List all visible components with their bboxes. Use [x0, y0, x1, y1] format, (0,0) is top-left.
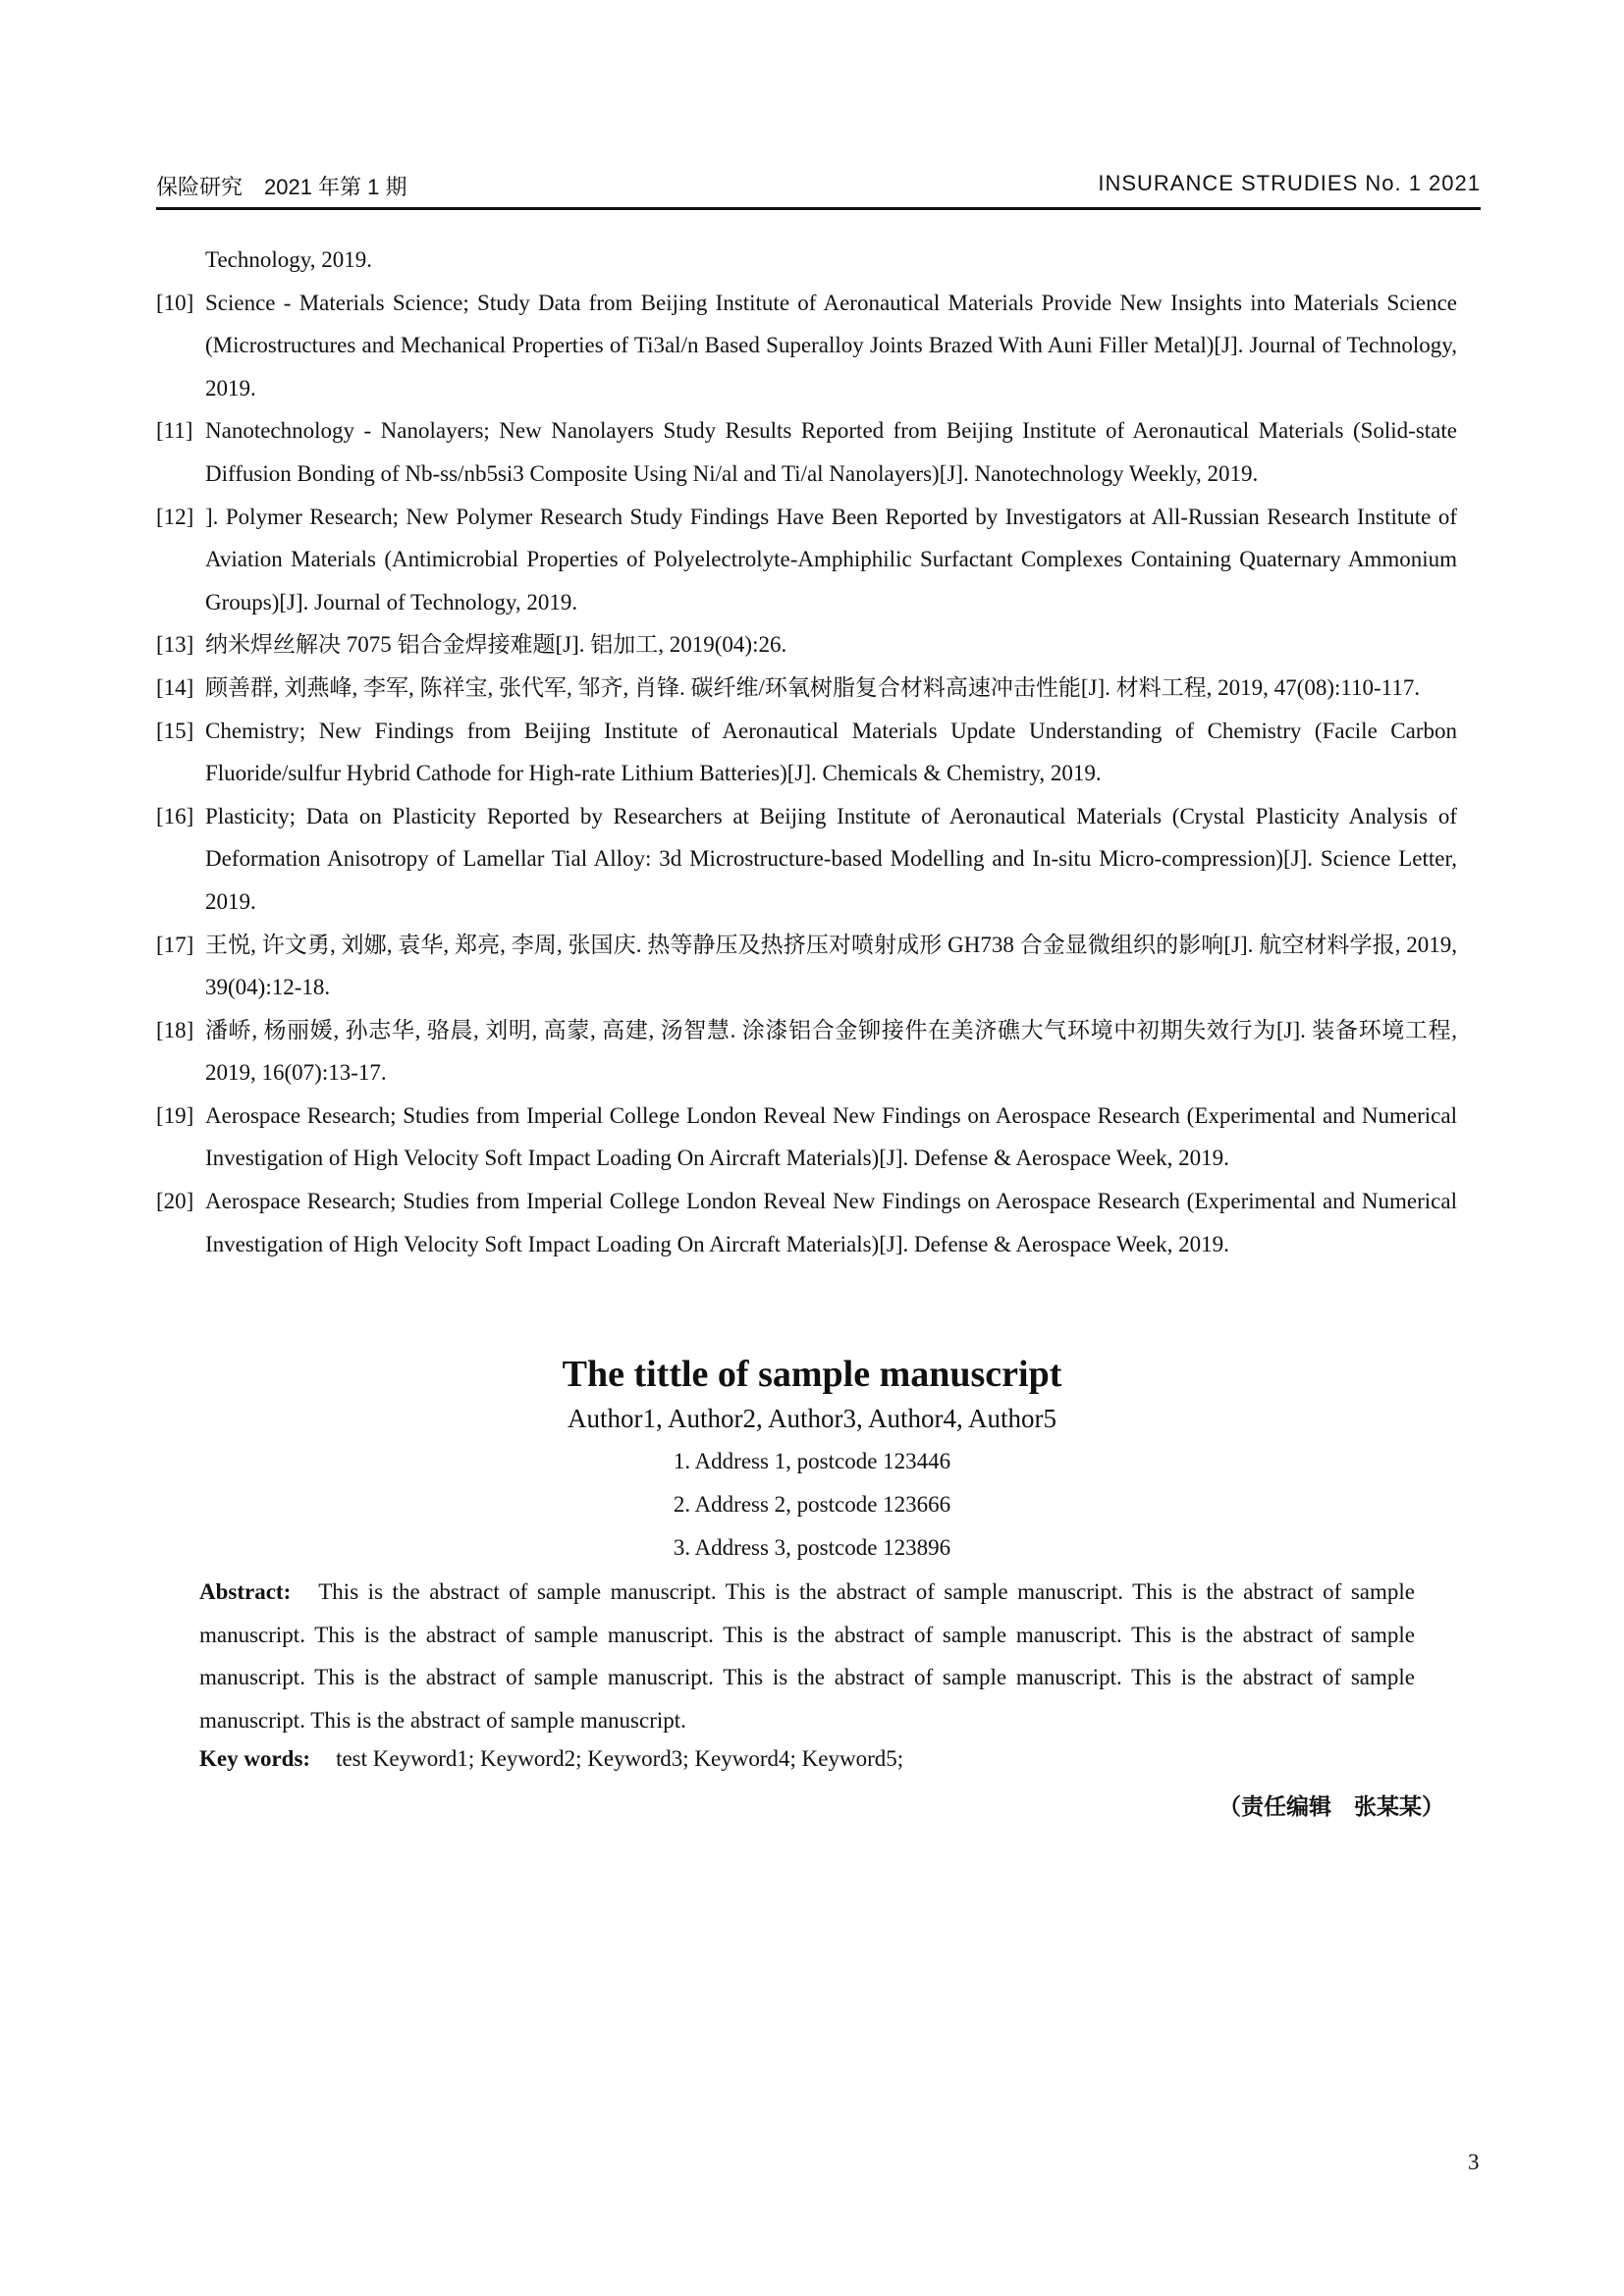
reference-item: [156, 282, 1457, 410]
keywords-label: Key words:: [199, 1746, 311, 1771]
reference-number: [14]: [156, 674, 194, 700]
reference-text: 王悦, 许文勇, 刘娜, 袁华, 郑亮, 李周, 张国庆. 热等静压及热挤压对喷射成形 GH738 合金显微组织的影响[J]. 航空材料学报, 2019, 39(04):12-18.: [205, 932, 1457, 1000]
reference-item: [156, 1095, 1457, 1180]
reference-item: [156, 795, 1457, 924]
abstract-text: This is the abstract of sample manuscript. This is the abstract of sample manuscript. This is the abstract of sample manuscript. This is the abstract of sample manuscript. This is the abstract of sample manuscript. This is the abstract of sample manuscript. This is the abstract of sample manuscript. This is the abstract of sample manuscript. This is the abstract of sample manuscript. This is the abstract of sample manuscript.: [199, 1579, 1415, 1733]
reference-number: [17]: [156, 932, 194, 957]
running-header: [156, 171, 1481, 200]
reference-text: 纳米焊丝解决 7075 铝合金焊接难题[J]. 铝加工, 2019(04):26.: [205, 632, 787, 658]
reference-number: [19]: [156, 1102, 194, 1128]
reference-number: [15]: [156, 718, 194, 743]
reference-text: Chemistry; New Findings from Beijing Institute of Aeronautical Materials Update Understanding of Chemistry (Facile Carbon Fluoride/sulfur Hybrid Cathode for High-rate Lithium Batteries)[J]. Chemicals & Chemistry, 2019.: [205, 718, 1457, 786]
reference-text: Science - Materials Science; Study Data from Beijing Institute of Aeronautical Materials Provide New Insights into Materials Science (Microstructures and Mechanical Properties of Ti3al/n Based Superalloy Joints Brazed With Auni Filler Metal)[J]. Journal of Technology, 2019.: [205, 290, 1457, 400]
journal-name-en: INSURANCE STRUDIES No. 1 2021: [1098, 171, 1481, 195]
reference-text: Technology, 2019.: [205, 247, 373, 272]
address-3: 3. Address 3, postcode 123896: [673, 1535, 951, 1560]
reference-number: [10]: [156, 290, 194, 315]
reference-text: Aerospace Research; Studies from Imperial College London Reveal New Findings on Aerospace Research (Experimental and Numerical Investigation of High Velocity Soft Impact Loading On Aircraft Materials)[J]. Defense & Aerospace Week, 2019.: [205, 1102, 1457, 1171]
header-rule: [156, 207, 1481, 210]
keywords: [199, 1746, 903, 1772]
reference-text: Plasticity; Data on Plasticity Reported by Researchers at Beijing Institute of Aeronautical Materials (Crystal Plasticity Analysis of Deformation Anisotropy of Lamellar Tial Alloy: 3d Microstructure-based Modelling and In-situ Micro-compression)[J]. Science Letter, 2019.: [205, 803, 1457, 914]
abstract: [199, 1571, 1415, 1741]
reference-item: [156, 496, 1457, 624]
journal-issue: 保险研究 2021 年第 1 期: [156, 175, 407, 199]
reference-item: [156, 239, 1457, 282]
reference-item: [156, 924, 1457, 1009]
keywords-text: test Keyword1; Keyword2; Keyword3; Keyword4; Keyword5;: [336, 1746, 904, 1771]
reference-text: Aerospace Research; Studies from Imperial College London Reveal New Findings on Aerospace Research (Experimental and Numerical Investigation of High Velocity Soft Impact Loading On Aircraft Materials)[J]. Defense & Aerospace Week, 2019.: [205, 1189, 1457, 1256]
address-2: 2. Address 2, postcode 123666: [673, 1492, 951, 1517]
address-1: 1. Address 1, postcode 123446: [673, 1449, 951, 1473]
reference-number: [12]: [156, 504, 194, 529]
reference-item: [156, 1180, 1457, 1265]
reference-text: 潘峤, 杨丽媛, 孙志华, 骆晨, 刘明, 高蒙, 高建, 汤智慧. 涂漆铝合金铆接件在美济礁大气环境中初期失效行为[J]. 装备环境工程, 2019, 16(07):13-17.: [205, 1017, 1457, 1086]
reference-text: 顾善群, 刘燕峰, 李军, 陈祥宝, 张代军, 邹齐, 肖锋. 碳纤维/环氧树脂复合材料高速冲击性能[J]. 材料工程, 2019, 47(08):110-117.: [205, 674, 1421, 700]
reference-item: [156, 667, 1457, 710]
responsible-editor: （责任编辑 张某某）: [1218, 1794, 1444, 1820]
page-number: 3: [1468, 2150, 1480, 2174]
reference-item: [156, 409, 1457, 495]
reference-number: [20]: [156, 1189, 194, 1214]
reference-number: [16]: [156, 803, 194, 828]
author-list: Author1, Author2, Author3, Author4, Author5: [568, 1404, 1056, 1433]
reference-number: [13]: [156, 632, 194, 658]
reference-item: [156, 710, 1457, 795]
reference-number: [18]: [156, 1017, 194, 1042]
reference-number: [11]: [156, 418, 193, 444]
reference-list: [156, 239, 1457, 1265]
reference-text: Nanotechnology - Nanolayers; New Nanolayers Study Results Reported from Beijing Institute of Aeronautical Materials (Solid-state Diffusion Bonding of Nb-ss/nb5si3 Composite Using Ni/al and Ti/al Nanolayers)[J]. Nanotechnology Weekly, 2019.: [205, 418, 1457, 486]
reference-item: [156, 623, 1457, 667]
reference-text: ]. Polymer Research; New Polymer Research Study Findings Have Been Reported by Investigators at All-Russian Research Institute of Aviation Materials (Antimicrobial Properties of Polyelectrolyte-Amphiphilic Surfactant Complexes Containing Quaternary Ammonium Groups)[J]. Journal of Technology, 2019.: [205, 504, 1457, 614]
manuscript-title: The tittle of sample manuscript: [562, 1354, 1062, 1395]
reference-item: [156, 1009, 1457, 1095]
abstract-label: Abstract:: [199, 1579, 292, 1604]
